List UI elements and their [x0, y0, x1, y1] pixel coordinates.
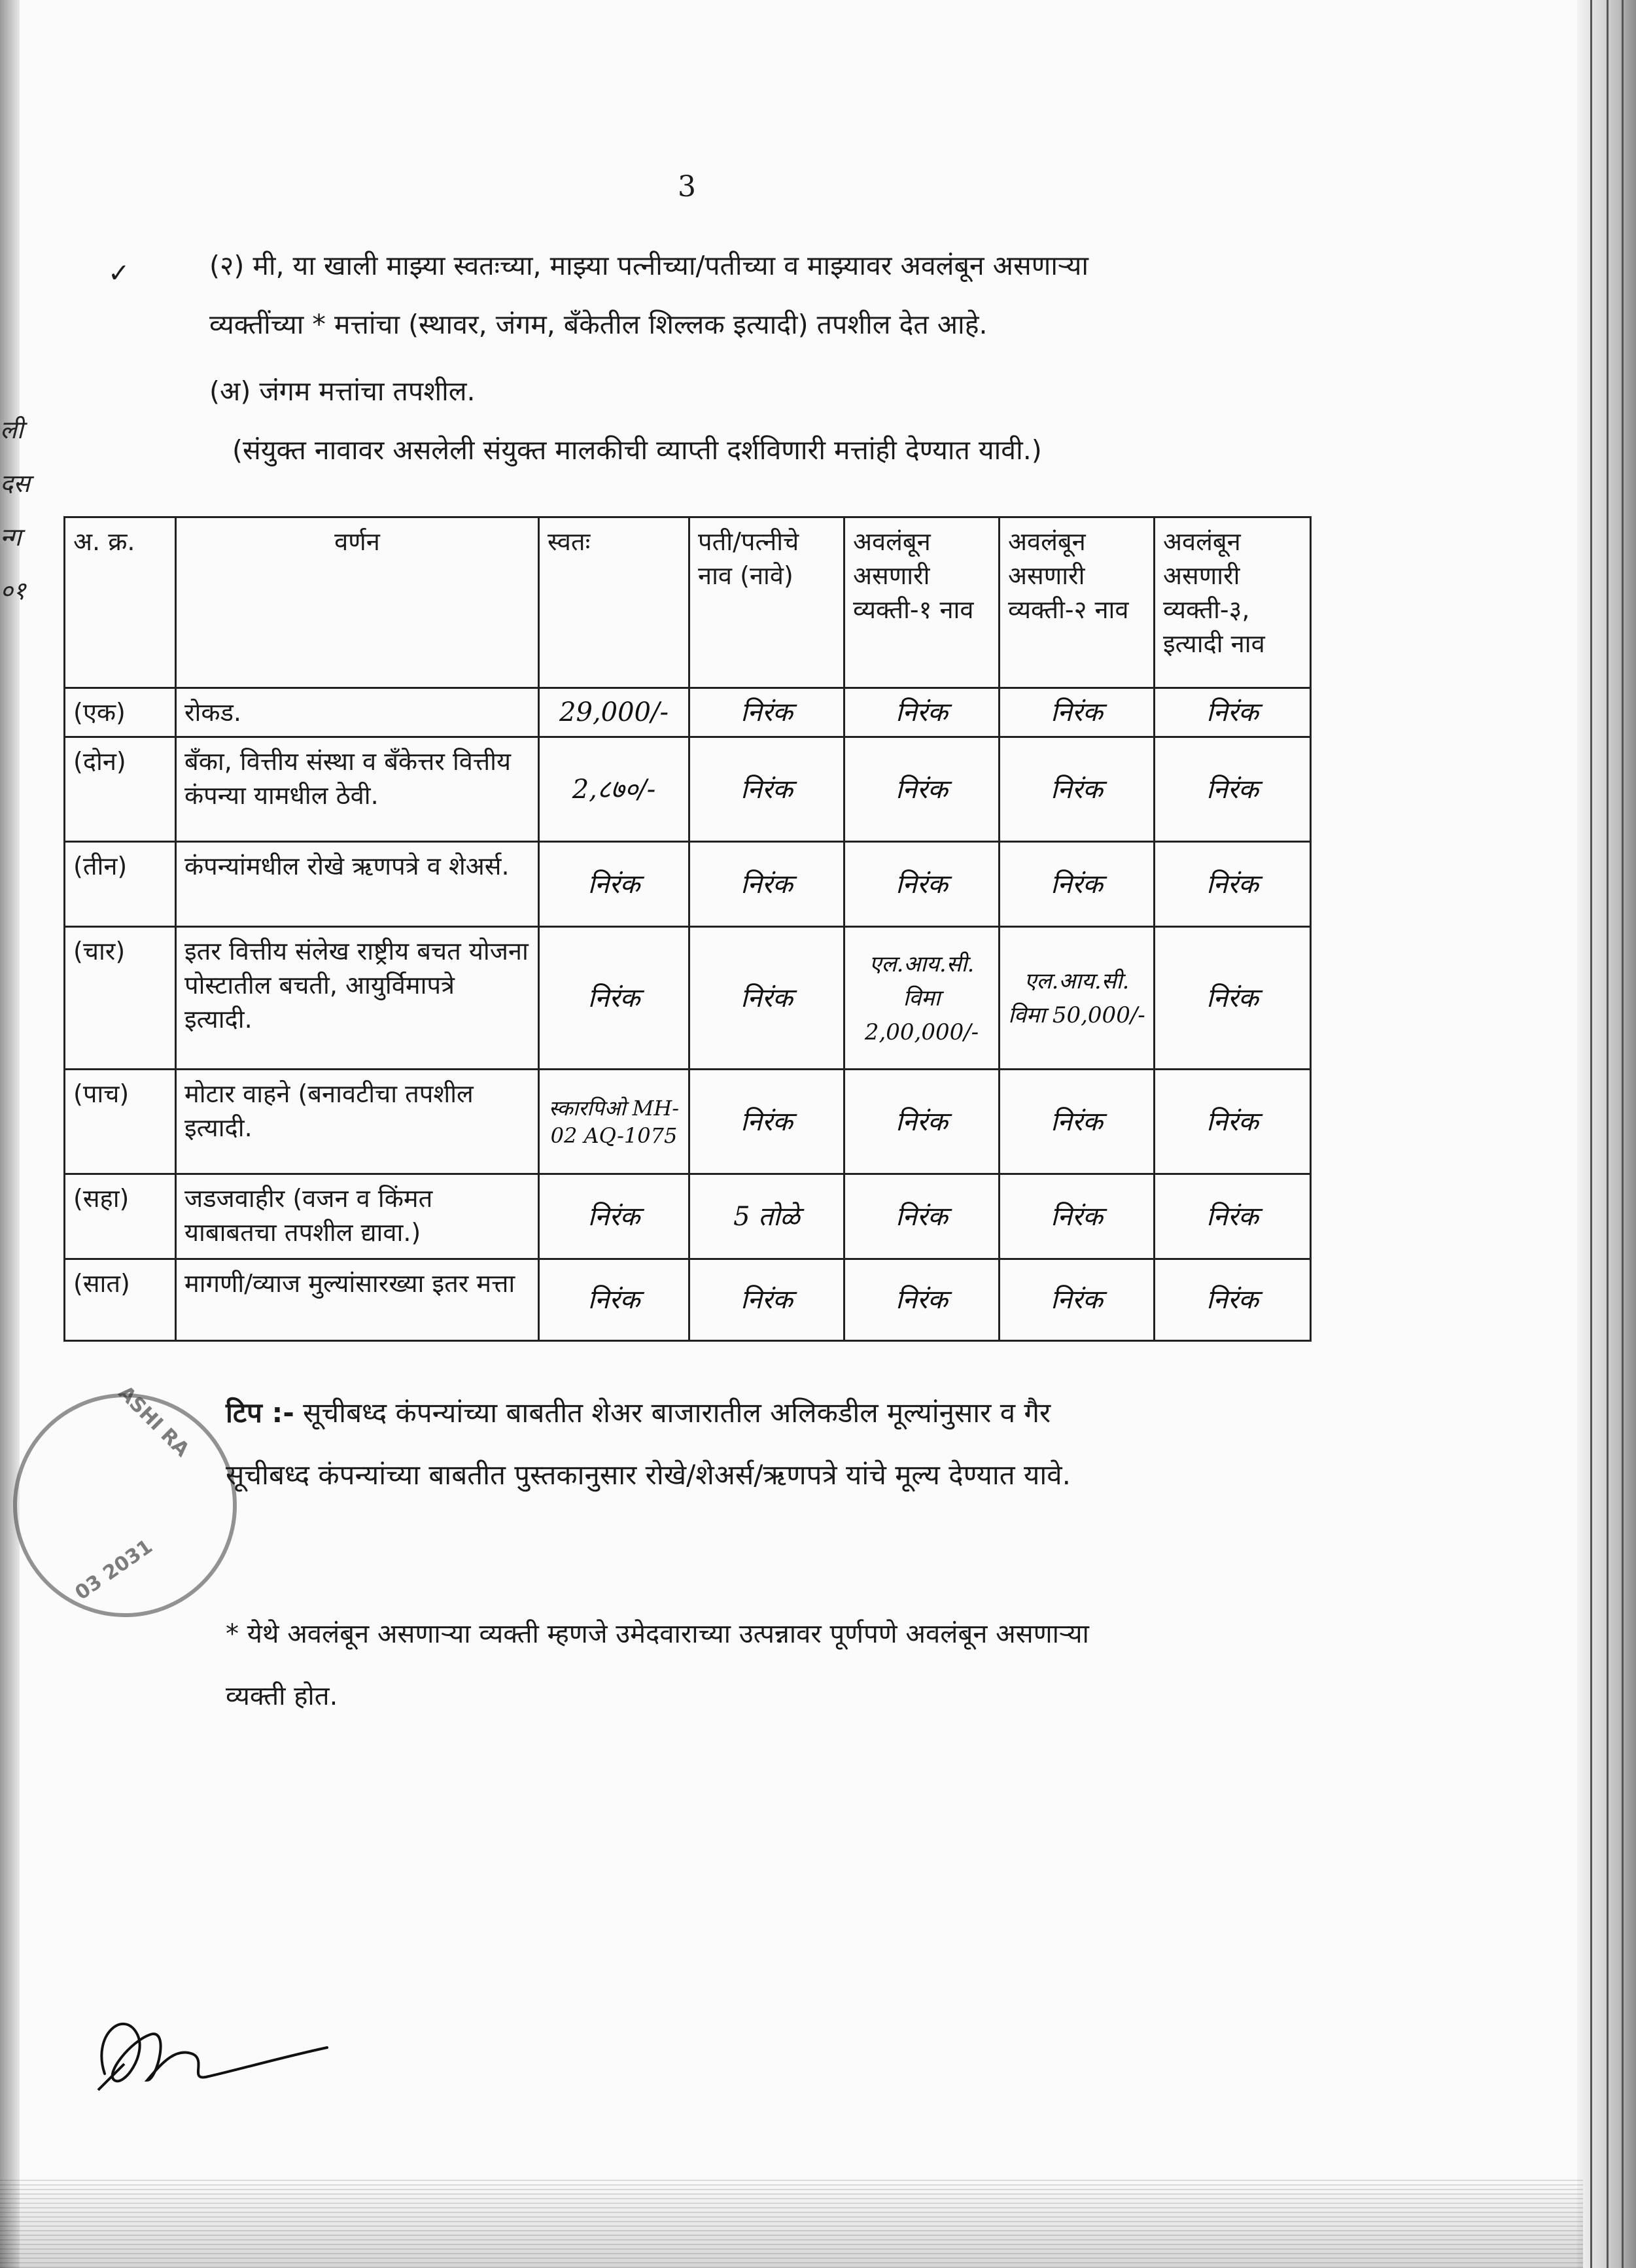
- cell-spouse: निरंक: [689, 1259, 844, 1341]
- cell-spouse: निरंक: [689, 737, 844, 842]
- cell-self: निरंक: [539, 1259, 689, 1341]
- cell-dependent-1: निरंक: [844, 842, 1000, 927]
- page-edge-left: [0, 0, 20, 2268]
- page-number: 3: [678, 170, 696, 203]
- margin-mark: न्ग: [0, 523, 22, 551]
- cell-dependent-3: निरंक: [1155, 737, 1311, 842]
- table-row: [65, 927, 1311, 1070]
- table-row: [65, 1070, 1311, 1174]
- cell-dependent-2: निरंक: [1000, 842, 1155, 927]
- tip-line-2: सूचीबध्द कंपन्यांच्या बाबतीत पुस्तकानुसार रोखे/शेअर्स/ऋणपत्रे यांचे मूल्य देण्यात यावे.: [226, 1459, 1071, 1491]
- signature: [85, 1995, 334, 2106]
- header-dependent-2: अवलंबून असणारी व्यक्ती-२ नाव: [1000, 517, 1155, 688]
- cell-dependent-3: निरंक: [1155, 1174, 1311, 1259]
- section-note: (संयुक्त नावावर असलेली संयुक्त मालकीची व्याप्ती दर्शविणारी मत्तांही देण्यात यावी.): [232, 434, 1042, 466]
- cell-dependent-2: निरंक: [1000, 1259, 1155, 1341]
- margin-mark: ली: [0, 415, 24, 444]
- cell-dependent-2: एल.आय.सी. विमा 50,000/-: [1000, 927, 1155, 1070]
- row-description: मोटार वाहने (बनावटीचा तपशील इत्यादी.: [176, 1070, 539, 1174]
- row-description: इतर वित्तीय संलेख राष्ट्रीय बचत योजना पोस्टातील बचती, आयुर्विमापत्रे इत्यादी.: [176, 927, 539, 1070]
- row-description: जडजवाहीर (वजन व किंमत याबाबतचा तपशील द्यावा.): [176, 1174, 539, 1259]
- cell-self: स्कारपिओ MH-02 AQ-1075: [539, 1070, 689, 1174]
- cell-dependent-3: निरंक: [1155, 688, 1311, 737]
- left-margin-marks: [0, 412, 46, 628]
- header-dependent-3: अवलंबून असणारी व्यक्ती-३, इत्यादी नाव: [1155, 517, 1311, 688]
- header-serial: अ. क्र.: [65, 517, 176, 688]
- cell-dependent-1: निरंक: [844, 1259, 1000, 1341]
- cell-spouse: निरंक: [689, 1070, 844, 1174]
- margin-mark: ०१: [0, 576, 26, 605]
- row-description: कंपन्यांमधील रोखे ऋणपत्रे व शेअर्स.: [176, 842, 539, 927]
- table-row: [65, 1174, 1311, 1259]
- movable-assets-table: [63, 516, 1312, 1342]
- footnote-line-1: * येथे अवलंबून असणाऱ्या व्यक्ती म्हणजे उमेदवाराच्या उत्पन्नावर पूर्णपणे अवलंबून असणाऱ्या: [226, 1619, 1089, 1649]
- cell-dependent-2: निरंक: [1000, 737, 1155, 842]
- table-row: [65, 1259, 1311, 1341]
- cell-spouse: निरंक: [689, 688, 844, 737]
- cell-self: 2,८७०/-: [539, 737, 689, 842]
- cell-dependent-1: निरंक: [844, 1174, 1000, 1259]
- scan-noise: [0, 2176, 1583, 2268]
- row-description: बँका, वित्तीय संस्था व बँकेत्तर वित्तीय कंपन्या यामधील ठेवी.: [176, 737, 539, 842]
- cell-dependent-2: निरंक: [1000, 688, 1155, 737]
- cell-dependent-3: निरंक: [1155, 1259, 1311, 1341]
- row-serial: (एक): [65, 688, 176, 737]
- cell-dependent-1: एल.आय.सी. विमा 2,00,000/-: [844, 927, 1000, 1070]
- table-row: [65, 688, 1311, 737]
- cell-dependent-1: निरंक: [844, 1070, 1000, 1174]
- tip-text-1: सूचीबध्द कंपन्यांच्या बाबतीत शेअर बाजारातील अलिकडील मूल्यांनुसार व गैर: [303, 1397, 1051, 1429]
- stamp-top-text: ASHI RA: [113, 1381, 194, 1462]
- cell-self: निरंक: [539, 1174, 689, 1259]
- cell-dependent-2: निरंक: [1000, 1070, 1155, 1174]
- cell-dependent-1: निरंक: [844, 688, 1000, 737]
- margin-tick-mark: ✓: [108, 258, 130, 288]
- cell-spouse: 5 तोळे: [689, 1174, 844, 1259]
- cell-dependent-3: निरंक: [1155, 1070, 1311, 1174]
- header-dependent-1: अवलंबून असणारी व्यक्ती-१ नाव: [844, 517, 1000, 688]
- cell-spouse: निरंक: [689, 927, 844, 1070]
- row-serial: (दोन): [65, 737, 176, 842]
- table-header-row: [65, 517, 1311, 688]
- stamp-bottom-text: 03 2031: [71, 1535, 157, 1605]
- row-serial: (चार): [65, 927, 176, 1070]
- row-serial: (तीन): [65, 842, 176, 927]
- row-description: मागणी/व्याज मुल्यांसारख्या इतर मत्ता: [176, 1259, 539, 1341]
- row-description: रोकड.: [176, 688, 539, 737]
- table-row: [65, 737, 1311, 842]
- tip-label: टिप :-: [226, 1397, 294, 1429]
- header-self: स्वतः: [539, 517, 689, 688]
- cell-dependent-1: निरंक: [844, 737, 1000, 842]
- cell-dependent-3: निरंक: [1155, 842, 1311, 927]
- cell-spouse: निरंक: [689, 842, 844, 927]
- table-row: [65, 842, 1311, 927]
- tip-line-1: [226, 1393, 1051, 1433]
- cell-self: 29,000/-: [539, 688, 689, 737]
- cell-self: निरंक: [539, 842, 689, 927]
- page-edge-right: [1577, 0, 1636, 2268]
- header-spouse: पती/पत्नीचे नाव (नावे): [689, 517, 844, 688]
- row-serial: (पाच): [65, 1070, 176, 1174]
- intro-line-1: (२) मी, या खाली माझ्या स्वतःच्या, माझ्या पत्नीच्या/पतीच्या व माझ्यावर अवलंबून असणाऱ्या: [209, 250, 1089, 281]
- cell-dependent-3: निरंक: [1155, 927, 1311, 1070]
- intro-line-2: व्यक्तींच्या * मत्तांचा (स्थावर, जंगम, बँकेतील शिल्लक इत्यादी) तपशील देत आहे.: [209, 309, 988, 340]
- footnote-line-2: व्यक्ती होत.: [226, 1681, 338, 1711]
- margin-mark: दस: [0, 469, 30, 498]
- section-heading: (अ) जंगम मत्तांचा तपशील.: [209, 375, 476, 407]
- cell-self: निरंक: [539, 927, 689, 1070]
- row-serial: (सात): [65, 1259, 176, 1341]
- header-description: वर्णन: [176, 517, 539, 688]
- cell-dependent-2: निरंक: [1000, 1174, 1155, 1259]
- row-serial: (सहा): [65, 1174, 176, 1259]
